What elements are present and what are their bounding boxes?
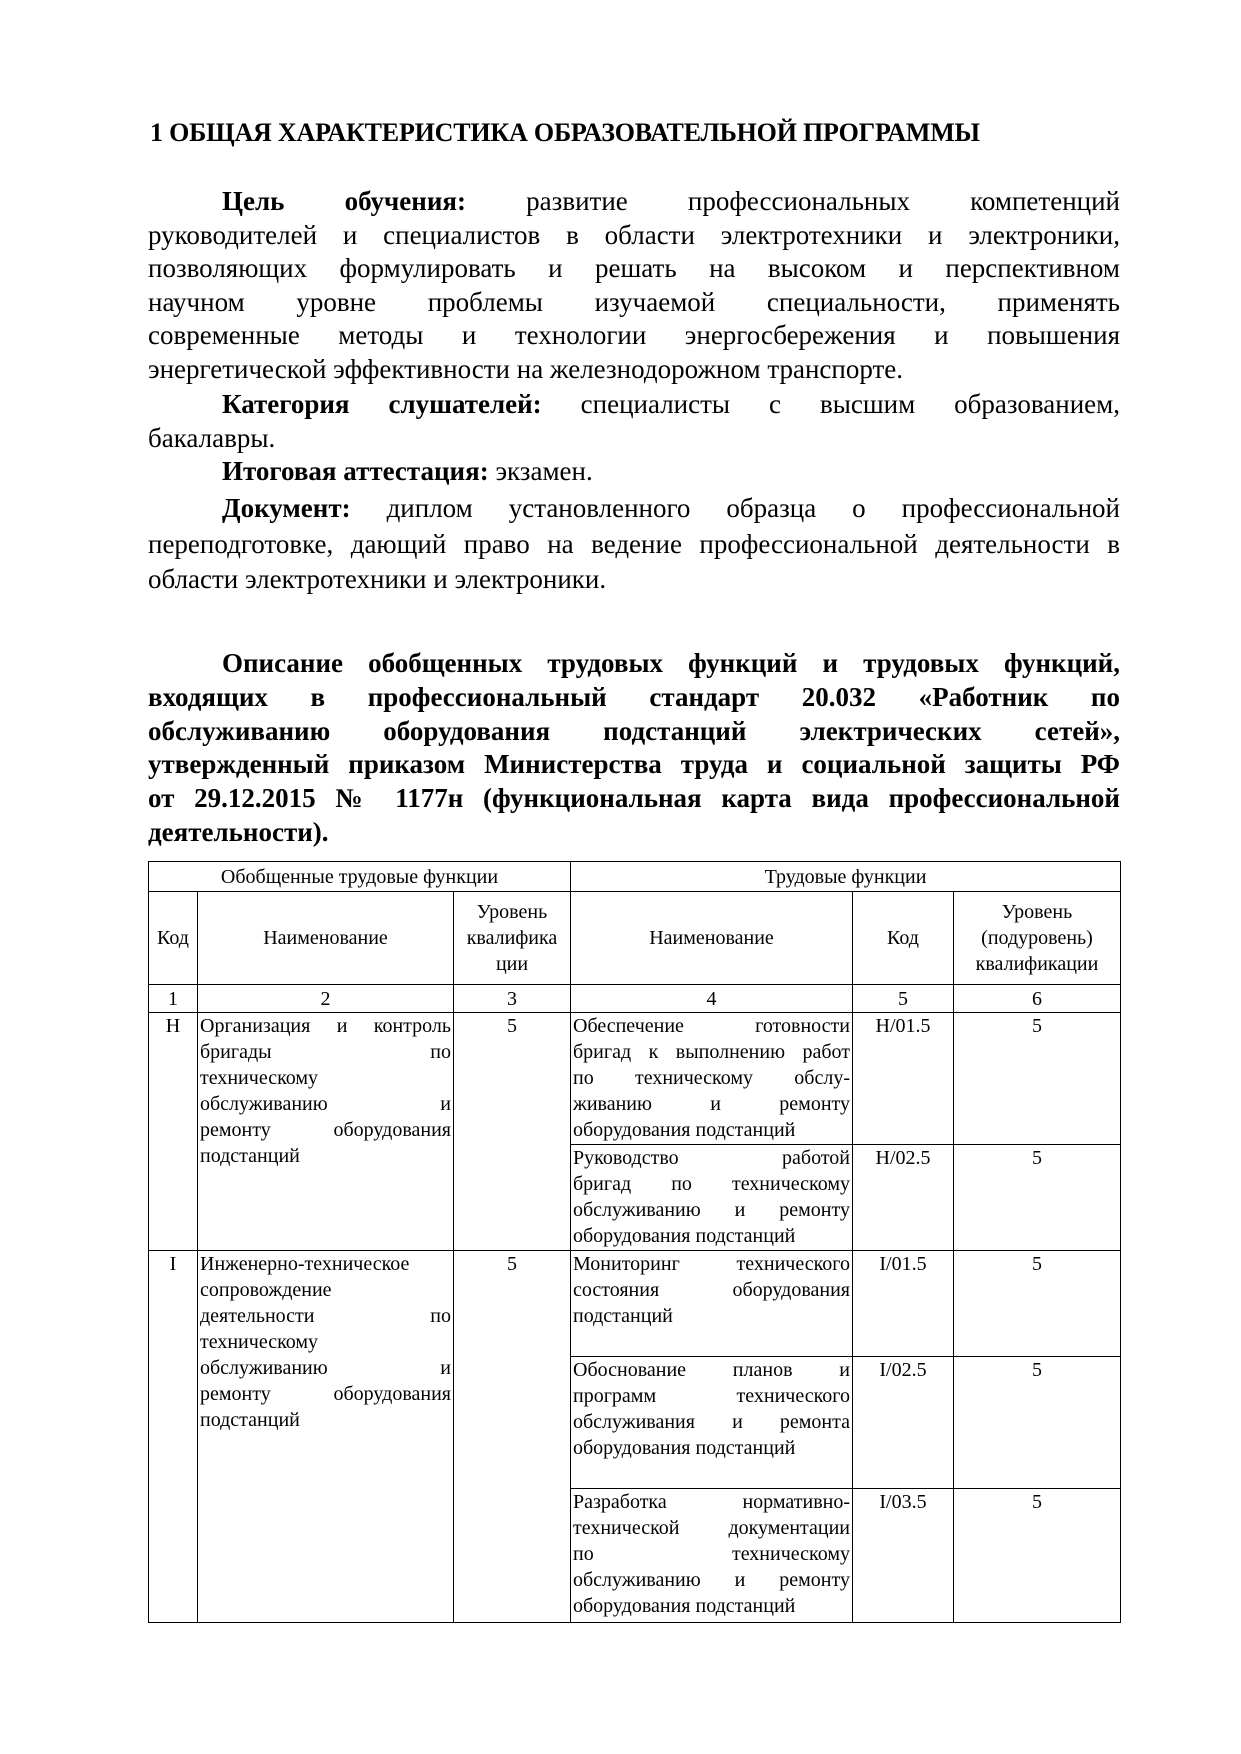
paragraph-line bbox=[148, 185, 1120, 219]
paragraph-label: Итоговая аттестация: bbox=[222, 456, 489, 486]
table-title-line: от 29.12.2015 № 1177н (функциональная карта вида профессиональной bbox=[148, 783, 1120, 814]
column-number: 5 bbox=[853, 985, 954, 1013]
cell-line: программ технического bbox=[573, 1385, 850, 1407]
paragraph-line bbox=[148, 286, 1120, 320]
labor-function-level: 5 bbox=[954, 1013, 1121, 1145]
paragraph-line bbox=[148, 527, 1120, 563]
paragraph-line bbox=[148, 219, 1120, 253]
cell-line: деятельности по bbox=[200, 1305, 451, 1327]
table-row bbox=[149, 1251, 1121, 1357]
cell-line: Уровень bbox=[1001, 901, 1073, 923]
cell-line: по техническому bbox=[573, 1543, 850, 1565]
table-group-header-row bbox=[149, 862, 1121, 892]
paragraph-line bbox=[148, 422, 1120, 456]
cell-line: техническому bbox=[200, 1331, 319, 1353]
group-header-functions: Трудовые функции bbox=[571, 862, 1121, 892]
paragraph-text: энергетической эффективности на железнодорожном транспорте. bbox=[148, 353, 903, 384]
cell-line: живанию и ремонту bbox=[573, 1093, 850, 1115]
cell-line: (подуровень) bbox=[981, 927, 1093, 949]
cell-line: по техническому обслу- bbox=[573, 1067, 850, 1089]
column-number: 1 bbox=[149, 985, 198, 1013]
paragraph-line bbox=[148, 353, 1120, 387]
table-title-line: обслуживанию оборудования подстанций электрических сетей», bbox=[148, 715, 1120, 746]
paragraph-line bbox=[148, 319, 1120, 353]
paragraph-line bbox=[148, 388, 1120, 422]
paragraph-goal bbox=[148, 185, 1120, 387]
paragraph-text: бакалавры. bbox=[148, 422, 276, 453]
cell-line: оборудования подстанций bbox=[573, 1119, 796, 1141]
paragraph-text: научном уровне проблемы изучаемой специальности, применять bbox=[148, 286, 1120, 317]
header-code: Код bbox=[149, 892, 198, 985]
cell-line: обслуживания и ремонта bbox=[573, 1411, 850, 1433]
labor-function-level: 5 bbox=[954, 1251, 1121, 1357]
labor-function-name bbox=[571, 1489, 853, 1623]
labor-function-name bbox=[571, 1251, 853, 1357]
table-title-line: деятельности). bbox=[148, 816, 329, 847]
paragraph-line bbox=[148, 455, 1120, 489]
labor-function-level: 5 bbox=[954, 1357, 1121, 1489]
generalized-function-code: I bbox=[149, 1251, 198, 1623]
cell-line: квалификации bbox=[975, 953, 1099, 975]
paragraph-audience bbox=[148, 388, 1120, 455]
cell-line: Мониторинг технического bbox=[573, 1253, 850, 1275]
column-number: 4 bbox=[571, 985, 853, 1013]
labor-function-level: 5 bbox=[954, 1489, 1121, 1623]
table-title-line: Описание обобщенных трудовых функций и трудовых функций, bbox=[222, 648, 1120, 678]
cell-line: Разработка нормативно- bbox=[573, 1491, 850, 1513]
cell-line: оборудования подстанций bbox=[573, 1437, 796, 1459]
table-header-row bbox=[149, 892, 1121, 985]
cell-line: сопровождение bbox=[200, 1279, 332, 1301]
column-number: 2 bbox=[198, 985, 454, 1013]
group-header-generalized: Обобщенные трудовые функции bbox=[149, 862, 571, 892]
cell-line: оборудования подстанций bbox=[573, 1225, 796, 1247]
paragraph-text: позволяющих формулировать и решать на высоком и перспективном bbox=[148, 253, 1120, 284]
table-title bbox=[148, 647, 1120, 850]
cell-line: обслуживанию и bbox=[200, 1093, 451, 1115]
cell-line: технической документации bbox=[573, 1517, 850, 1539]
paragraph-text: области электротехники и электроники. bbox=[148, 564, 607, 594]
labor-function-code: I/01.5 bbox=[853, 1251, 954, 1357]
generalized-function-level: 5 bbox=[454, 1013, 571, 1251]
generalized-function-code: H bbox=[149, 1013, 198, 1251]
header-tf-level bbox=[954, 892, 1121, 985]
cell-line: состояния оборудования bbox=[573, 1279, 850, 1301]
labor-functions-table bbox=[148, 861, 1121, 1623]
labor-function-code: H/02.5 bbox=[853, 1145, 954, 1251]
cell-line: ремонту оборудования bbox=[200, 1119, 451, 1141]
column-number: 3 bbox=[454, 985, 571, 1013]
cell-line: обслуживанию и ремонту bbox=[573, 1569, 850, 1591]
labor-function-name bbox=[571, 1357, 853, 1489]
cell-line: Обоснование планов и bbox=[573, 1359, 850, 1381]
paragraph-line bbox=[148, 491, 1120, 527]
header-level bbox=[454, 892, 571, 985]
paragraph-document bbox=[148, 491, 1120, 598]
generalized-function-name bbox=[198, 1013, 454, 1251]
paragraph-text: руководителей и специалистов в области электротехники и электроники, bbox=[148, 219, 1120, 250]
cell-line: бригад к выполнению работ bbox=[573, 1041, 850, 1063]
paragraph-label: Цель обучения: bbox=[222, 186, 466, 216]
generalized-function-level: 5 bbox=[454, 1251, 571, 1623]
header-tf-code: Код bbox=[853, 892, 954, 985]
labor-function-code: I/02.5 bbox=[853, 1357, 954, 1489]
table-row bbox=[149, 1013, 1121, 1145]
labor-function-name bbox=[571, 1013, 853, 1145]
cell-line: подстанций bbox=[200, 1409, 300, 1431]
paragraph-text: развитие профессиональных компетенций bbox=[526, 186, 1120, 216]
generalized-function-name bbox=[198, 1251, 454, 1623]
labor-function-level: 5 bbox=[954, 1145, 1121, 1251]
section-heading: 1 ОБЩАЯ ХАРАКТЕРИСТИКА ОБРАЗОВАТЕЛЬНОЙ ПРОГРАММЫ bbox=[150, 118, 980, 147]
labor-function-code: H/01.5 bbox=[853, 1013, 954, 1145]
cell-line: бригады по bbox=[200, 1041, 451, 1063]
cell-line: подстанций bbox=[200, 1145, 300, 1167]
cell-line: Организация и контроль bbox=[200, 1015, 451, 1037]
cell-line: ции bbox=[495, 953, 529, 975]
paragraph-text: переподготовке, дающий право на ведение профессиональной деятельности в bbox=[148, 528, 1120, 559]
paragraph-label: Категория слушателей: bbox=[222, 389, 542, 419]
header-tf-name: Наименование bbox=[571, 892, 853, 985]
cell-line: Уровень bbox=[476, 901, 548, 923]
paragraph-text: специалисты с высшим образованием, bbox=[580, 389, 1121, 419]
header-name: Наименование bbox=[198, 892, 454, 985]
paragraph-attestation bbox=[148, 455, 1120, 489]
table-number-row bbox=[149, 985, 1121, 1013]
cell-line: Инженерно-техническое bbox=[200, 1253, 410, 1275]
paragraph-text: диплом установленного образца о профессиональной bbox=[386, 493, 1120, 523]
cell-line: Обеспечение готовности bbox=[573, 1015, 850, 1037]
labor-function-name bbox=[571, 1145, 853, 1251]
cell-line: квалифика bbox=[466, 927, 558, 949]
paragraph-text: современные методы и технологии энергосбережения и повышения bbox=[148, 320, 1120, 351]
paragraph-line bbox=[148, 252, 1120, 286]
cell-line: обслуживанию и bbox=[200, 1357, 451, 1379]
paragraph-label: Документ: bbox=[222, 493, 351, 523]
cell-line: оборудования подстанций bbox=[573, 1595, 796, 1617]
labor-function-code: I/03.5 bbox=[853, 1489, 954, 1623]
cell-line: Руководство работой bbox=[573, 1147, 850, 1169]
cell-line: обслуживанию и ремонту bbox=[573, 1199, 850, 1221]
cell-line: бригад по техническому bbox=[573, 1173, 850, 1195]
paragraph-text: экзамен. bbox=[495, 456, 593, 486]
cell-line: подстанций bbox=[573, 1305, 673, 1327]
cell-line: ремонту оборудования bbox=[200, 1383, 451, 1405]
column-number: 6 bbox=[954, 985, 1121, 1013]
paragraph-line bbox=[148, 562, 1120, 598]
cell-line: техническому bbox=[200, 1067, 319, 1089]
table-title-line: входящих в профессиональный стандарт 20.032 «Работник по bbox=[148, 681, 1120, 712]
table-title-line: утвержденный приказом Министерства труда и социальной защиты РФ bbox=[148, 749, 1120, 780]
